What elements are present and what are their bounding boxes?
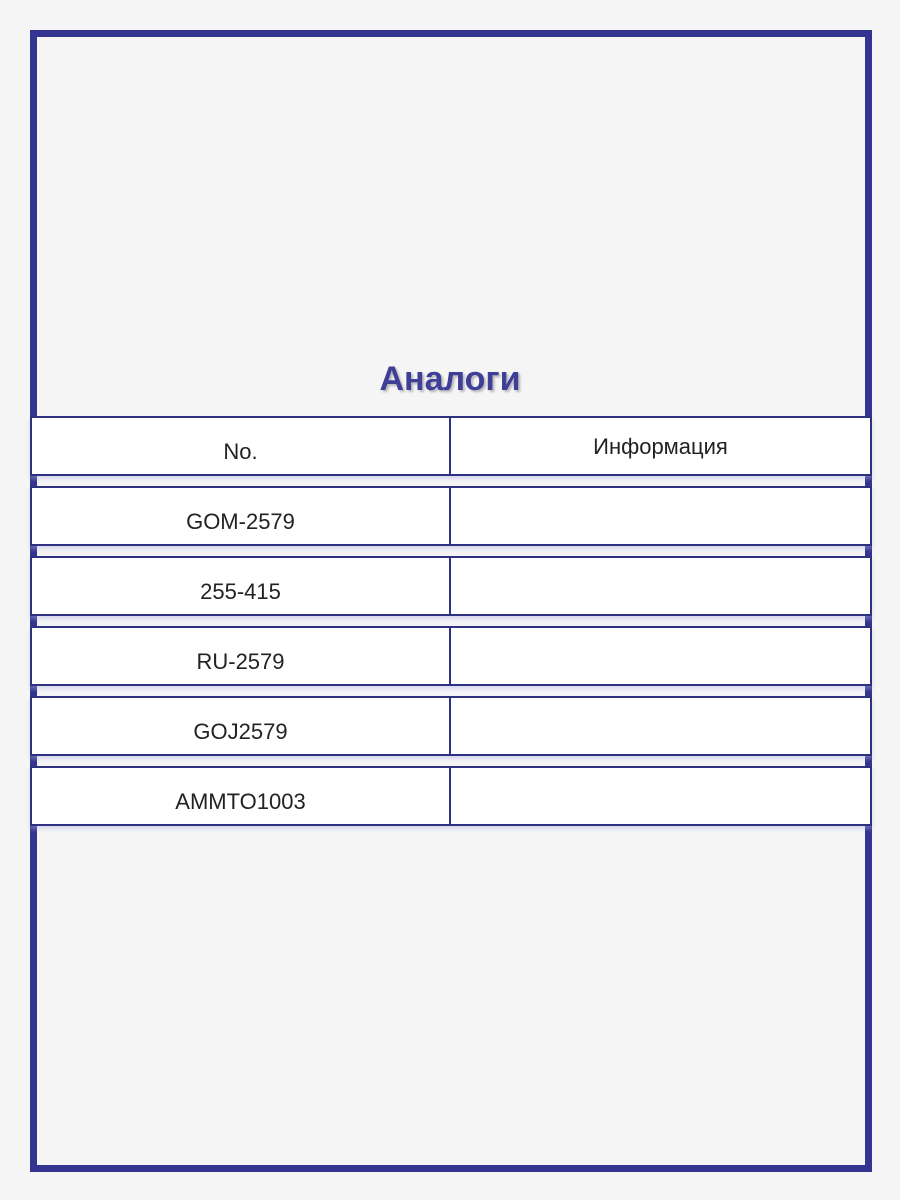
row-number-cell: GOM-2579: [32, 488, 451, 544]
row-number-cell: RU-2579: [32, 628, 451, 684]
row-number-cell: GOJ2579: [32, 698, 451, 754]
table-row: [30, 766, 872, 826]
row-number-cell: 255-415: [32, 558, 451, 614]
table-row: [30, 556, 872, 616]
table-row: [30, 626, 872, 686]
row-info-cell: [451, 558, 870, 614]
table-header-row: [30, 416, 872, 476]
header-number: No.: [32, 418, 451, 474]
header-information: Информация: [593, 434, 728, 459]
table-row: [30, 486, 872, 546]
row-info-cell: [451, 698, 870, 754]
row-info-cell: [451, 768, 870, 824]
analogs-table: [30, 416, 872, 836]
table-row: [30, 696, 872, 756]
row-number-cell: AMMTO1003: [32, 768, 451, 824]
page-title: Аналоги: [379, 360, 521, 398]
row-info-cell: [451, 628, 870, 684]
row-info-cell: [451, 488, 870, 544]
